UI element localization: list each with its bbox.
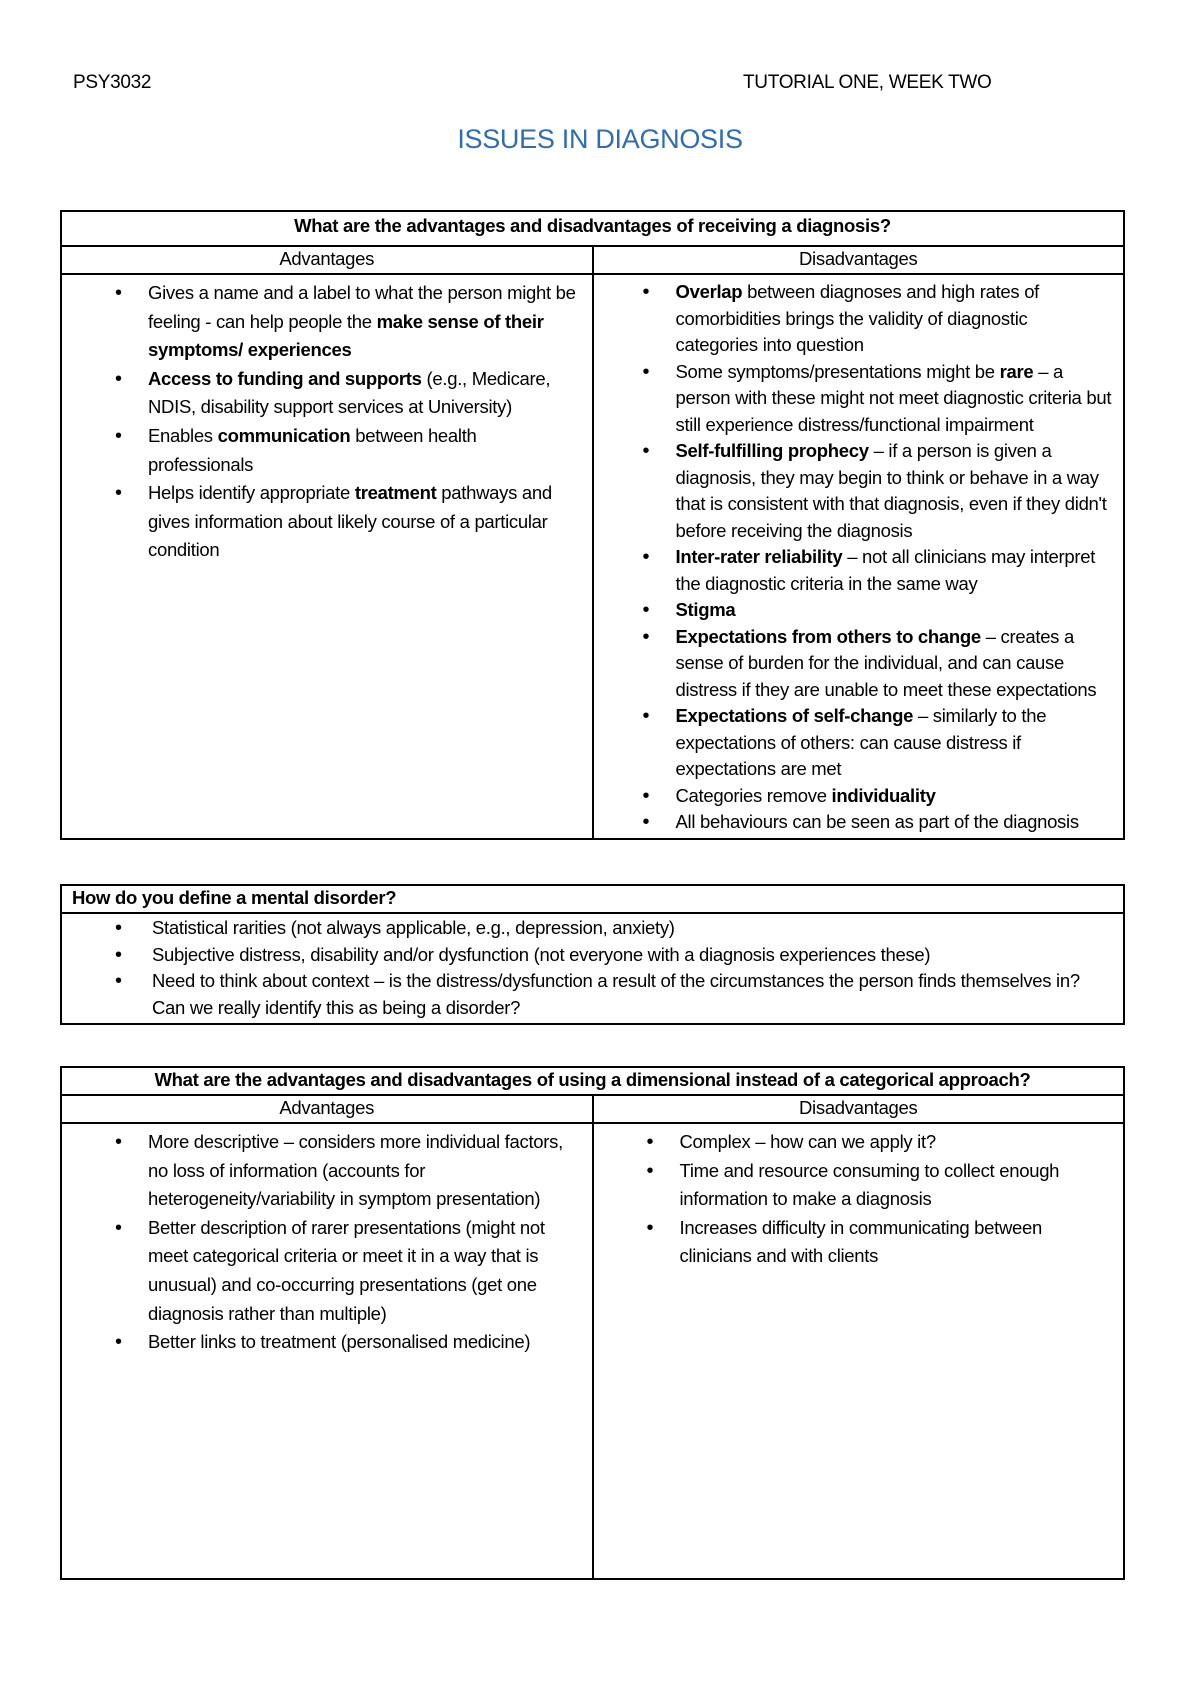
list-item: • Need to think about context – is the distress/dysfunction a result of the circumstances the person finds themselves in? Can we really identify this as being a disorder? — [115, 970, 1080, 1018]
list-item: • Gives a name and a label to what the person might be feeling - can help people the make sense of their symptoms/ experiences — [148, 279, 582, 365]
disadvantages-cell — [593, 274, 1125, 839]
bullet-icon: • — [646, 1131, 654, 1153]
bullet-icon: • — [642, 546, 650, 568]
list-item: • Better links to treatment (personalised medicine) — [148, 1328, 582, 1357]
bullet-icon: • — [642, 599, 650, 621]
disadvantages-header: Disadvantages — [593, 1095, 1125, 1123]
advantages-header: Advantages — [61, 1095, 593, 1123]
diagnosis-table — [60, 210, 1125, 840]
disadvantages-list — [594, 1124, 1124, 1277]
advantages-list — [62, 1124, 592, 1363]
disadvantages-cell — [593, 1123, 1125, 1579]
advantages-header: Advantages — [61, 246, 593, 274]
bullet-icon: • — [646, 1159, 654, 1182]
session-label: TUTORIAL ONE, WEEK TWO — [743, 72, 992, 93]
list-item: • Overlap between diagnoses and high rates of comorbidities brings the validity of diagnostic categories into question — [642, 281, 1040, 355]
dimensional-table — [60, 1066, 1125, 1580]
advantages-list — [62, 275, 592, 571]
bullet-icon: • — [115, 282, 122, 304]
bullet-icon: • — [642, 625, 650, 648]
list-item: • Access to funding and supports (e.g., Medicare, NDIS, disability support services at University) — [148, 365, 582, 422]
bullet-icon: • — [115, 1131, 122, 1153]
bullet-icon: • — [115, 482, 122, 505]
list-item: • Statistical rarities (not always applicable, e.g., depression, anxiety) — [152, 915, 1113, 942]
bullet-icon: • — [115, 970, 122, 992]
list-item: • Self-fulfilling prophecy – if a person is given a diagnosis, they may begin to think or behave in a way that is consistent with that diagnosis, even if they didn't before receiving the diagnosis — [642, 440, 1107, 541]
bullet-icon: • — [115, 1216, 122, 1239]
list-item: • Time and resource consuming to collect enough information to make a diagnosis — [680, 1157, 1114, 1214]
bullet-icon: • — [642, 811, 650, 833]
bullet-icon: • — [115, 424, 122, 447]
disadvantages-header: Disadvantages — [593, 246, 1125, 274]
bullet-icon: • — [642, 440, 650, 462]
list-item: • All behaviours can be seen as part of the diagnosis — [676, 809, 1114, 836]
advantages-cell — [61, 274, 593, 839]
list-item: • Complex – how can we apply it? — [680, 1128, 1114, 1157]
definition-table — [60, 884, 1125, 1025]
list-item: • Helps identify appropriate treatment pathways and gives information about likely course of a particular condition — [148, 479, 582, 565]
bullet-icon: • — [642, 784, 650, 807]
list-item: • Expectations of self-change – similarly to the expectations of others: can cause distress if expectations are met — [642, 705, 1047, 779]
list-item: • Better description of rarer presentations (might not meet categorical criteria or meet it in a way that is unusual) and co-occurring presentations (get one diagnosis rather than multiple) — [148, 1214, 582, 1328]
bullet-icon: • — [115, 367, 122, 390]
advantages-cell — [61, 1123, 593, 1579]
bullet-icon: • — [115, 943, 122, 966]
list-item: • Some symptoms/presentations might be rare – a person with these might not meet diagnostic criteria but still experience distress/functional impairment — [642, 360, 1112, 435]
list-item: • Stigma — [676, 597, 1114, 624]
page-title: ISSUES IN DIAGNOSIS — [457, 124, 743, 154]
definition-question: How do you define a mental disorder? — [61, 885, 1124, 913]
list-item: • Subjective distress, disability and/or dysfunction (not everyone with a diagnosis experiences these) — [152, 942, 1113, 969]
definition-list — [62, 914, 1123, 1023]
bullet-icon: • — [642, 705, 650, 727]
list-item: • Inter-rater reliability – not all clinicians may interpret the diagnostic criteria in the same way — [642, 546, 1096, 594]
disadvantages-list — [594, 275, 1124, 838]
bullet-icon: • — [642, 360, 650, 383]
definition-cell — [61, 913, 1124, 1024]
bullet-icon: • — [646, 1216, 654, 1239]
bullet-icon: • — [115, 917, 122, 939]
bullet-icon: • — [115, 1331, 122, 1354]
course-code: PSY3032 — [73, 72, 152, 93]
dimensional-question: What are the advantages and disadvantages of using a dimensional instead of a categorical approach? — [61, 1067, 1124, 1095]
list-item: • Categories remove individuality — [676, 783, 1114, 810]
bullet-icon: • — [642, 281, 650, 303]
list-item: • More descriptive – considers more individual factors, no loss of information (accounts for heterogeneity/variability in symptom presentation) — [148, 1128, 582, 1214]
list-item: • Increases difficulty in communicating between clinicians and with clients — [680, 1214, 1114, 1271]
list-item: • Expectations from others to change – creates a sense of burden for the individual, and can cause distress if they are unable to meet these expectations — [642, 625, 1097, 700]
diagnosis-question: What are the advantages and disadvantages of receiving a diagnosis? — [61, 211, 1124, 246]
list-item: • Enables communication between health professionals — [148, 422, 582, 479]
